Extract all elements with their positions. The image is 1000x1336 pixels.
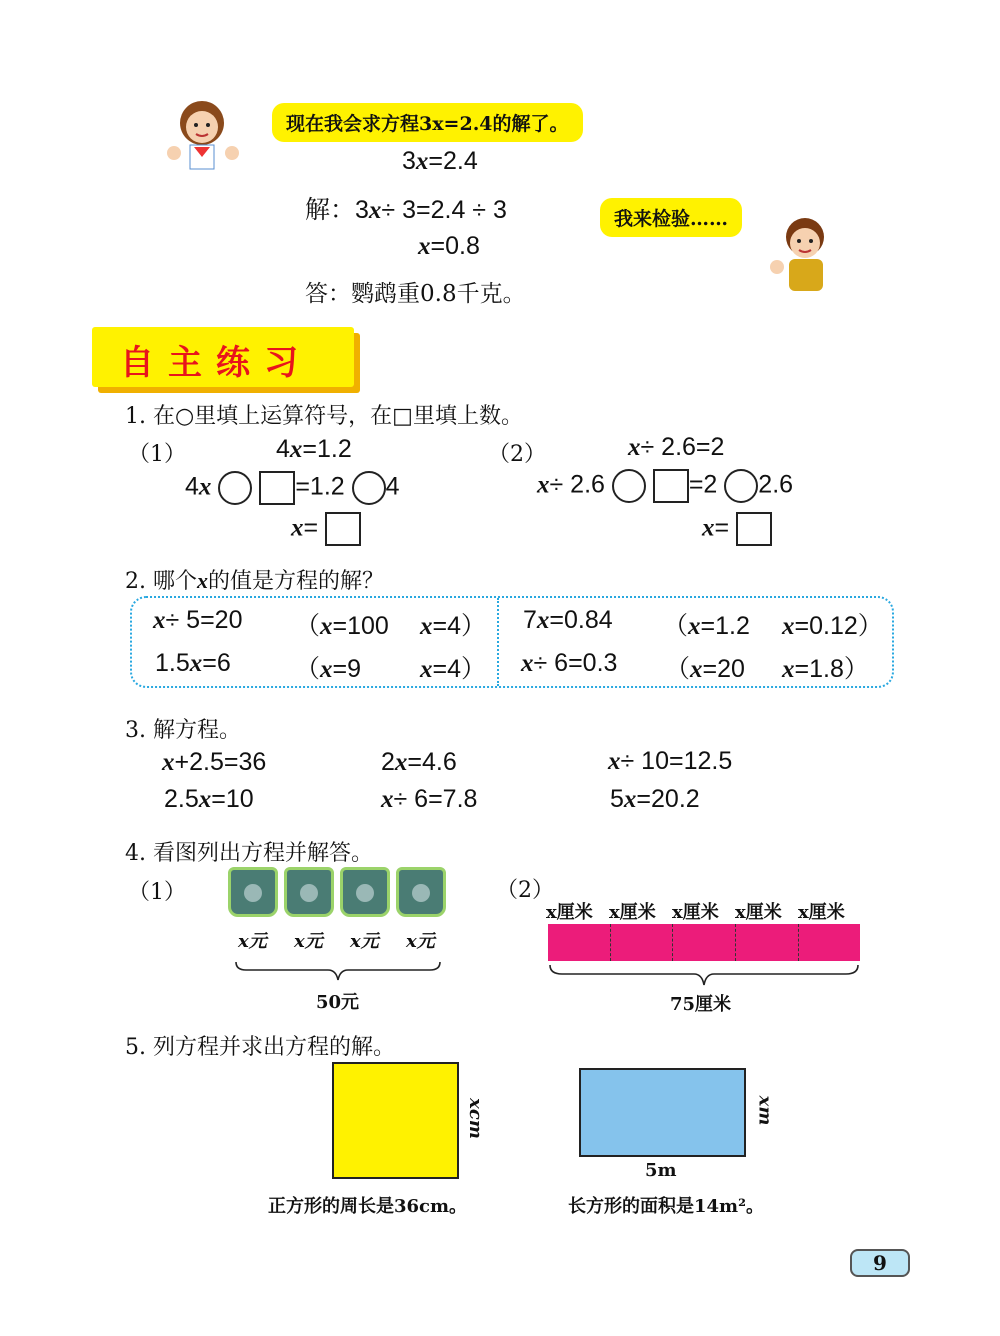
coin-bag-icon — [340, 867, 390, 917]
q2-row1-opt4[interactable]: x=0.12） — [782, 612, 883, 640]
rect-bottom-label: 5m — [645, 1160, 677, 1181]
answer-box[interactable] — [259, 471, 295, 505]
operator-circle[interactable] — [724, 469, 758, 503]
coin-bag-icon — [228, 867, 278, 917]
q2-row2-eq2: x÷ 6=0.3 — [521, 649, 618, 677]
square-side-label: xcm — [464, 1098, 486, 1139]
yellow-square — [332, 1062, 459, 1179]
section-header — [92, 327, 354, 387]
rect-side-label: xm — [754, 1095, 776, 1126]
q2-row2-opt3[interactable]: （x=20 — [665, 655, 745, 683]
rect-caption: 长方形的面积是14m²。 — [568, 1196, 764, 1217]
equation-line-2: 解：3x÷ 3=2.4 ÷ 3 — [305, 195, 507, 224]
q2-row1-opt2[interactable]: x=4） — [420, 612, 487, 640]
total-length-label: 75厘米 — [670, 994, 732, 1015]
q1-part2-line2: x÷ 2.6 =2 2.6 — [537, 469, 793, 503]
q3-eq2: 2x=4.6 — [381, 748, 457, 776]
q2-row1-eq1: x÷ 5=20 — [153, 606, 243, 634]
length-strip — [548, 924, 860, 961]
q1-part2-label: （2） — [488, 442, 546, 467]
q3-eq1: x+2.5=36 — [162, 748, 267, 776]
section-title: 自主练习 — [120, 343, 312, 383]
operator-circle[interactable] — [352, 471, 386, 505]
answer-line: 答：鹦鹉重0.8千克。 — [305, 281, 526, 307]
page-number: 9 — [873, 1251, 887, 1275]
answer-box[interactable] — [325, 512, 361, 546]
answer-box[interactable] — [653, 469, 689, 503]
brace-2 — [546, 963, 862, 987]
operator-circle[interactable] — [612, 469, 646, 503]
q2-options-frame — [130, 596, 894, 688]
coin-bags — [228, 867, 448, 919]
square-caption: 正方形的周长是36cm。 — [268, 1196, 468, 1217]
q1-part2-line1: x÷ 2.6=2 — [628, 433, 725, 461]
boy-speech-bubble: 我来检验…… — [600, 198, 742, 237]
answer-box[interactable] — [736, 512, 772, 546]
girl-illustration — [160, 95, 245, 175]
coin-bag-icon — [284, 867, 334, 917]
equation-line-1: 3x=2.4 — [402, 147, 478, 175]
q2-row1-opt3[interactable]: （x=1.2 — [663, 612, 750, 640]
blue-rectangle — [579, 1068, 746, 1157]
segment-label: x厘米 — [798, 902, 845, 923]
bag-price-label: x元 — [238, 931, 267, 952]
q2-row2-opt2[interactable]: x=4） — [420, 655, 487, 683]
equation-line-3: x=0.8 — [418, 232, 480, 260]
q4-part2-label: （2） — [496, 878, 554, 903]
total-price-label: 50元 — [316, 992, 360, 1013]
bag-price-label: x元 — [350, 931, 379, 952]
page-number-badge — [850, 1249, 910, 1277]
q2-row2-eq1: 1.5x=6 — [155, 649, 231, 677]
question-5-title: 5. 列方程并求出方程的解。 — [125, 1035, 395, 1060]
segment-label: x厘米 — [546, 902, 593, 923]
q1-part1-line1: 4x=1.2 — [276, 435, 352, 463]
question-3-title: 3. 解方程。 — [125, 718, 241, 743]
boy-illustration — [765, 213, 840, 298]
coin-bag-icon — [396, 867, 446, 917]
q2-row2-opt1[interactable]: （x=9 — [295, 655, 362, 683]
q3-eq3: x÷ 10=12.5 — [608, 747, 733, 775]
q2-row1-eq2: 7x=0.84 — [523, 606, 613, 634]
q1-part2-line3: x= — [702, 512, 772, 546]
operator-circle[interactable] — [218, 471, 252, 505]
q1-part1-label: （1） — [128, 442, 186, 467]
q3-eq6: 5x=20.2 — [610, 785, 700, 813]
q1-part1-line2: 4x =1.2 4 — [185, 471, 400, 505]
question-4-title: 4. 看图列出方程并解答。 — [125, 841, 373, 866]
segment-label: x厘米 — [609, 902, 656, 923]
question-1-title: 1. 在○里填上运算符号，在□里填上数。 — [125, 404, 523, 429]
question-2-title: 2. 哪个x的值是方程的解？ — [125, 568, 384, 594]
bag-price-label: x元 — [406, 931, 435, 952]
q2-divider — [497, 598, 499, 686]
segment-label: x厘米 — [735, 902, 782, 923]
bag-price-label: x元 — [294, 931, 323, 952]
q4-part1-label: （1） — [128, 880, 186, 905]
q3-eq4: 2.5x=10 — [164, 785, 254, 813]
q1-part1-line3: x= — [291, 512, 361, 546]
brace-1 — [232, 960, 444, 982]
q2-row2-opt4[interactable]: x=1.8） — [782, 655, 869, 683]
q2-row1-opt1[interactable]: （x=100 — [295, 612, 389, 640]
segment-label: x厘米 — [672, 902, 719, 923]
girl-speech-bubble: 现在我会求方程3x=2.4的解了。 — [272, 103, 583, 142]
q3-eq5: x÷ 6=7.8 — [381, 785, 478, 813]
